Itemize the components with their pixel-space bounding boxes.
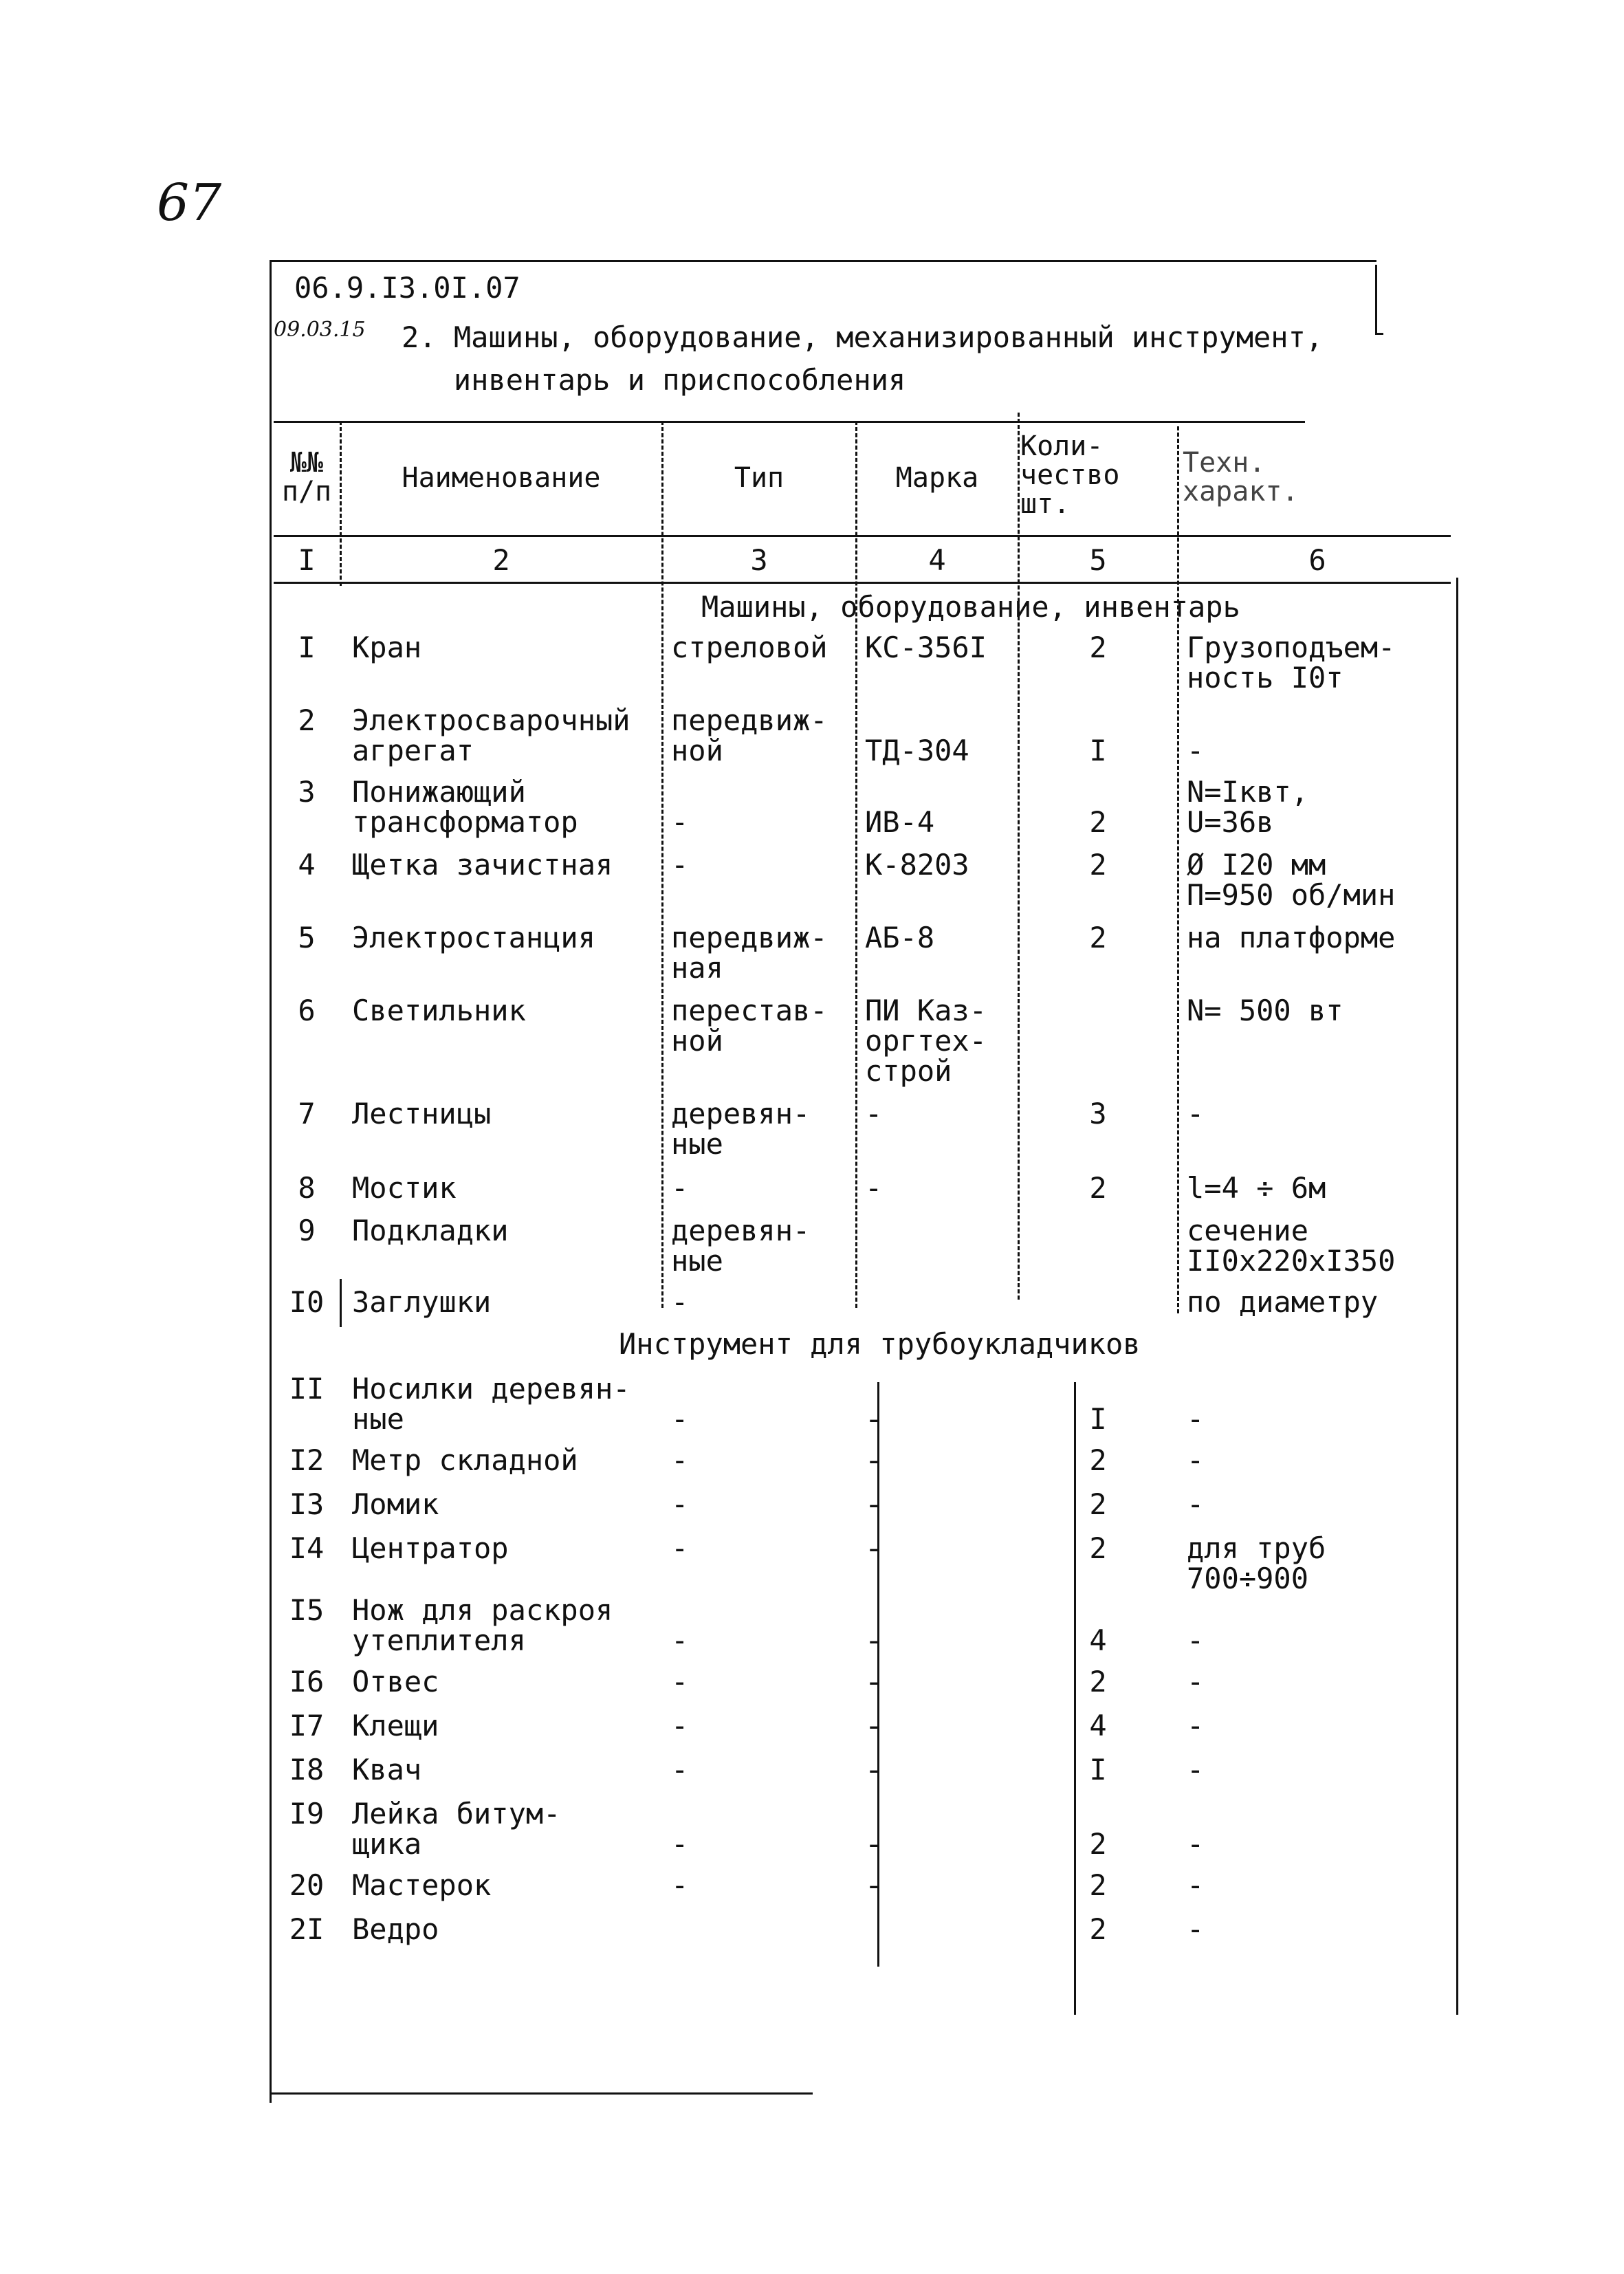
cell-type: -	[671, 848, 689, 882]
cell-name: Квач	[352, 1753, 422, 1786]
cell-name: Подкладки	[352, 1214, 509, 1247]
cell-name: Мастерок	[352, 1868, 492, 1902]
table-top-line	[274, 421, 1305, 423]
cell-num: 2I	[289, 1912, 325, 1946]
cell-num: 8	[298, 1171, 316, 1205]
cell-name: Носилки деревян- ные	[352, 1372, 630, 1436]
cell-num: I4	[289, 1531, 325, 1565]
cell-brand: -	[865, 1531, 883, 1565]
cell-tech: -	[1187, 1827, 1205, 1861]
cell-tech: -	[1187, 1623, 1205, 1657]
col-number-4: 4	[928, 543, 946, 577]
cell-brand: -	[865, 1097, 883, 1130]
cell-tech: N=Iквт, U=36в	[1187, 775, 1309, 839]
column-number-bottom-line	[274, 582, 1451, 584]
cell-type: -	[671, 1827, 689, 1861]
cell-num: I6	[289, 1665, 325, 1698]
cell-name: Заглушки	[352, 1285, 492, 1319]
header-brand: Марка	[895, 462, 979, 494]
cell-brand: -	[865, 1443, 883, 1477]
cell-brand: -	[865, 1665, 883, 1698]
col-separator-right	[1456, 578, 1458, 2015]
section-heading: 2. Машины, оборудование, механизированный инструмент, инвентарь и приспособления	[402, 320, 1324, 397]
cell-qty: 2	[1089, 1868, 1107, 1902]
handwritten-date-note: 09.03.15	[274, 318, 366, 342]
cell-tech: -	[1187, 1753, 1205, 1786]
cell-num: 3	[298, 775, 316, 809]
col-number-3: 3	[750, 543, 768, 577]
col-separator-5	[1177, 426, 1179, 1313]
cell-num: 6	[298, 994, 316, 1027]
cell-name: Лейка битум- щика	[352, 1797, 561, 1861]
cell-num: I7	[289, 1709, 325, 1742]
cell-name: Клещи	[352, 1709, 439, 1742]
cell-type: -	[671, 1443, 689, 1477]
cell-tech: на платформе	[1187, 921, 1396, 954]
col-separator-1b	[340, 1279, 342, 1327]
cell-tech: Ø I20 мм П=950 об/мин	[1187, 848, 1396, 912]
col-separator-2	[661, 421, 663, 1308]
frame-left-border	[270, 260, 272, 2103]
cell-type: деревян- ные	[671, 1097, 811, 1161]
cell-brand: -	[865, 1868, 883, 1902]
cell-name: Центратор	[352, 1531, 509, 1565]
cell-tech: N= 500 вт	[1187, 994, 1343, 1027]
cell-qty: 3	[1089, 1097, 1107, 1130]
col-number-6: 6	[1308, 543, 1326, 577]
cell-qty: 2	[1089, 921, 1107, 954]
cell-num: I8	[289, 1753, 325, 1786]
cell-tech: сечение II0x220xI350	[1187, 1214, 1396, 1278]
cell-name: Ломик	[352, 1487, 439, 1521]
frame-right-tick	[1375, 265, 1377, 334]
cell-type: -	[671, 1402, 689, 1436]
cell-name: Светильник	[352, 994, 526, 1027]
cell-brand: -	[865, 1709, 883, 1742]
frame-right-hook	[1375, 333, 1383, 335]
cell-brand: -	[865, 1402, 883, 1436]
cell-qty: 2	[1089, 1443, 1107, 1477]
cell-brand: -	[865, 1753, 883, 1786]
cell-type: -	[671, 1285, 689, 1319]
cell-num: 7	[298, 1097, 316, 1130]
cell-num: 20	[289, 1868, 325, 1902]
cell-num: 9	[298, 1214, 316, 1247]
cell-name: Электросварочный агрегат	[352, 703, 630, 767]
cell-brand: -	[865, 1827, 883, 1861]
cell-qty: I	[1089, 1753, 1107, 1786]
cell-name: Понижающий трансформатор	[352, 775, 578, 839]
cell-num: II	[289, 1372, 325, 1406]
cell-brand: КС-356I	[865, 631, 987, 664]
cell-qty: 2	[1089, 1665, 1107, 1698]
cell-type: -	[671, 805, 689, 839]
header-bottom-line	[274, 535, 1451, 537]
cell-brand: ПИ Каз- оргтех- строй	[865, 994, 987, 1088]
cell-type: -	[671, 1665, 689, 1698]
cell-tech: -	[1187, 1402, 1205, 1436]
cell-type: передвиж- ной	[671, 703, 828, 767]
cell-type: стреловой	[671, 631, 828, 664]
section-title-tools: Инструмент для трубоукладчиков	[619, 1327, 1141, 1361]
document-code: 06.9.I3.0I.07	[294, 271, 520, 305]
cell-qty: 2	[1089, 1531, 1107, 1565]
cell-tech: -	[1187, 1868, 1205, 1902]
cell-type: -	[671, 1868, 689, 1902]
frame-top-border	[270, 260, 1376, 262]
cell-num: I3	[289, 1487, 325, 1521]
cell-tech: -	[1187, 1487, 1205, 1521]
cell-qty: 2	[1089, 631, 1107, 664]
cell-brand: АБ-8	[865, 921, 935, 954]
cell-tech: для труб 700÷900	[1187, 1531, 1326, 1595]
cell-qty: 2	[1089, 1171, 1107, 1205]
cell-type: перестав- ной	[671, 994, 828, 1058]
cell-tech: l=4 ÷ 6м	[1187, 1171, 1326, 1205]
cell-num: 4	[298, 848, 316, 882]
header-name: Наименование	[402, 462, 601, 494]
cell-num: 5	[298, 921, 316, 954]
cell-qty: 2	[1089, 1912, 1107, 1946]
cell-brand: К-8203	[865, 848, 969, 882]
cell-tech: -	[1187, 1709, 1205, 1742]
cell-tech: -	[1187, 734, 1205, 767]
cell-num: I5	[289, 1593, 325, 1627]
cell-num: I	[298, 631, 316, 664]
cell-name: Ведро	[352, 1912, 439, 1946]
col-number-2: 2	[492, 543, 510, 577]
cell-qty: I	[1089, 734, 1107, 767]
col-separator-1	[340, 421, 342, 586]
cell-type: -	[671, 1623, 689, 1657]
col-number-5: 5	[1089, 543, 1107, 577]
cell-type: -	[671, 1487, 689, 1521]
cell-type: -	[671, 1753, 689, 1786]
cell-name: Метр складной	[352, 1443, 578, 1477]
frame-bottom-border	[270, 2092, 813, 2095]
header-num: №№ п/п	[281, 447, 332, 507]
cell-brand: -	[865, 1171, 883, 1205]
header-type: Тип	[734, 462, 784, 494]
col-separator-3	[855, 421, 857, 1308]
cell-qty: 4	[1089, 1623, 1107, 1657]
header-qty: Коли- чество шт.	[1020, 430, 1120, 520]
cell-tech: Грузоподъем- ность I0т	[1187, 631, 1396, 695]
cell-tech: по диаметру	[1187, 1285, 1379, 1319]
cell-name: Отвес	[352, 1665, 439, 1698]
header-tech: Техн. характ.	[1183, 447, 1299, 507]
cell-name: Нож для раскроя утеплителя	[352, 1593, 613, 1657]
col-number-1: I	[298, 543, 316, 577]
cell-qty: I	[1089, 1402, 1107, 1436]
cell-qty: 2	[1089, 848, 1107, 882]
cell-brand: -	[865, 1487, 883, 1521]
cell-brand: ТД-304	[865, 734, 969, 767]
cell-type: деревян- ные	[671, 1214, 811, 1278]
page-number: 67	[157, 173, 222, 232]
cell-tech: -	[1187, 1097, 1205, 1130]
cell-name: Электростанция	[352, 921, 596, 954]
cell-name: Лестницы	[352, 1097, 492, 1130]
col-separator-4	[1018, 413, 1020, 1300]
cell-name: Щетка зачистная	[352, 848, 613, 882]
cell-name: Мостик	[352, 1171, 457, 1205]
cell-num: I0	[289, 1285, 325, 1319]
cell-qty: 4	[1089, 1709, 1107, 1742]
cell-num: 2	[298, 703, 316, 737]
cell-name: Кран	[352, 631, 422, 664]
cell-brand: ИВ-4	[865, 805, 935, 839]
cell-qty: 2	[1089, 805, 1107, 839]
cell-type: -	[671, 1709, 689, 1742]
cell-tech: -	[1187, 1665, 1205, 1698]
section-title-machines: Машины, оборудование, инвентарь	[701, 590, 1240, 624]
cell-qty: 2	[1089, 1827, 1107, 1861]
cell-num: I9	[289, 1797, 325, 1830]
cell-tech: -	[1187, 1443, 1205, 1477]
cell-qty: 2	[1089, 1487, 1107, 1521]
cell-brand: -	[865, 1623, 883, 1657]
cell-type: -	[671, 1531, 689, 1565]
cell-type: -	[671, 1171, 689, 1205]
cell-num: I2	[289, 1443, 325, 1477]
cell-type: передвиж- ная	[671, 921, 828, 985]
cell-tech: -	[1187, 1912, 1205, 1946]
